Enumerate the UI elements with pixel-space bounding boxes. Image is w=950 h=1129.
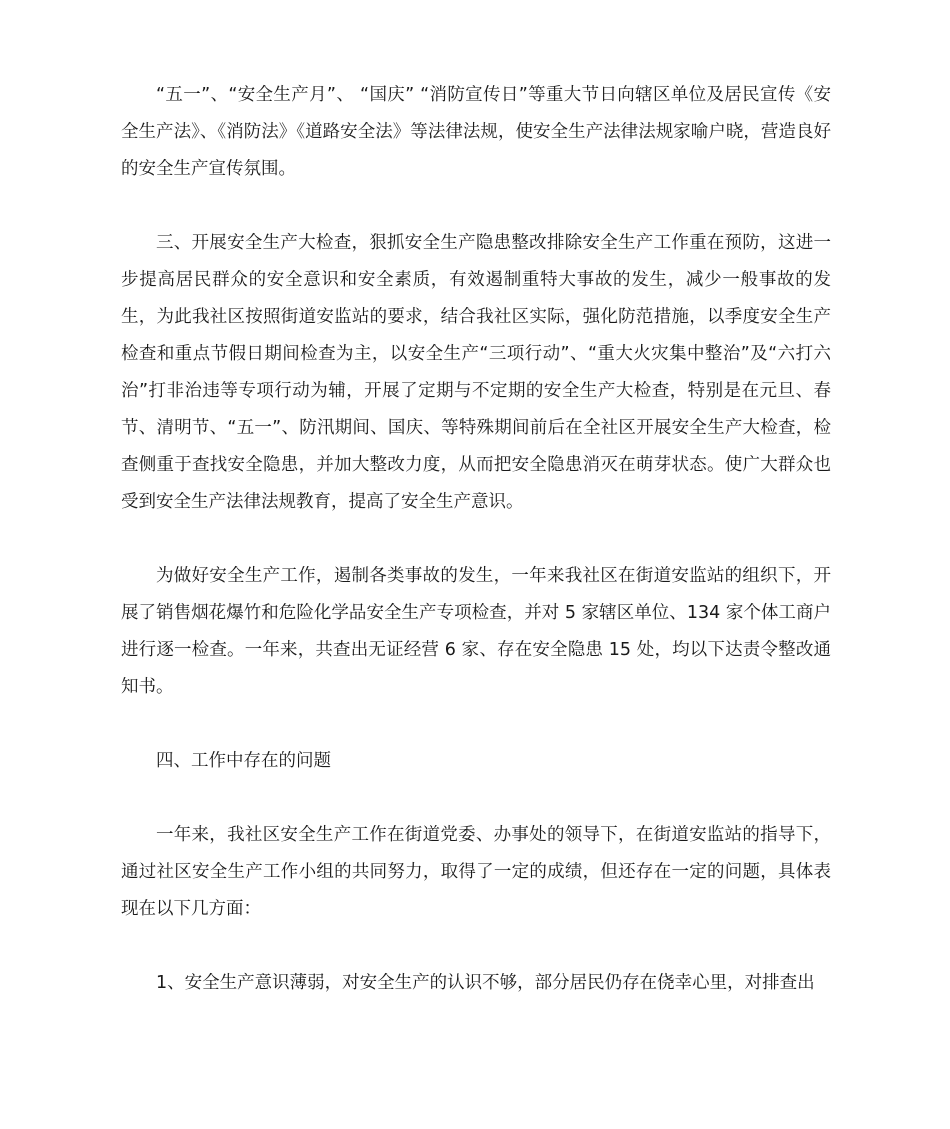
paragraph-inspection: 三、开展安全生产大检查，狠抓安全生产隐患整改排除安全生产工作重在预防，这进一步提高居民群众的安全意识和安全素质，有效遏制重特大事故的发生，减少一般事故的发生，为此我社区按照街道安监站的要求，结合我社区实际，强化防范措施，以季度安全生产检查和重点节假日期间检查为主，以安全生产“三项行动”、“重大火灾集中整治”及“六打六治”打非治违等专项行动为辅，开展了定期与不定期的安全生产大检查，特别是在元旦、春节、清明节、“五一”、防汛期间、国庆、等特殊期间前后在全社区开展安全生产大检查，检查侧重于查找安全隐患，并加大整改力度，从而把安全隐患消灭在萌芽状态。使广大群众也受到安全生产法律法规教育，提高了安全生产意识。 (121, 233, 831, 512)
paragraph-special-checks: 为做好安全生产工作，遏制各类事故的发生，一年来我社区在街道安监站的组织下，开展了销售烟花爆竹和危险化学品安全生产专项检查，并对 5 家辖区单位、134 家个体工商户进行逐一检查。一年来，共查出无证经营 6 家、存在安全隐患 15 处，均以下达责令整改通知书。 (121, 566, 831, 697)
paragraph-publicity: “五一”、“安全生产月”、 “国庆” “消防宣传日”等重大节日向辖区单位及居民宣传《安全生产法》、《消防法》《道路安全法》等法律法规，使安全生产法律法规家喻户晓，营造良好的安全生产宣传氛围。 (121, 85, 831, 179)
section-heading-problems: 四、工作中存在的问题 (156, 751, 331, 771)
paragraph-problem-1: 1、安全生产意识薄弱，对安全生产的认识不够，部分居民仍存在侥幸心里，对排查出 (156, 973, 815, 993)
document-page (121, 77, 831, 1002)
paragraph-achievements: 一年来，我社区安全生产工作在街道党委、办事处的领导下，在街道安监站的指导下，通过社区安全生产工作小组的共同努力，取得了一定的成绩，但还存在一定的问题，具体表现在以下几方面： (121, 825, 831, 919)
